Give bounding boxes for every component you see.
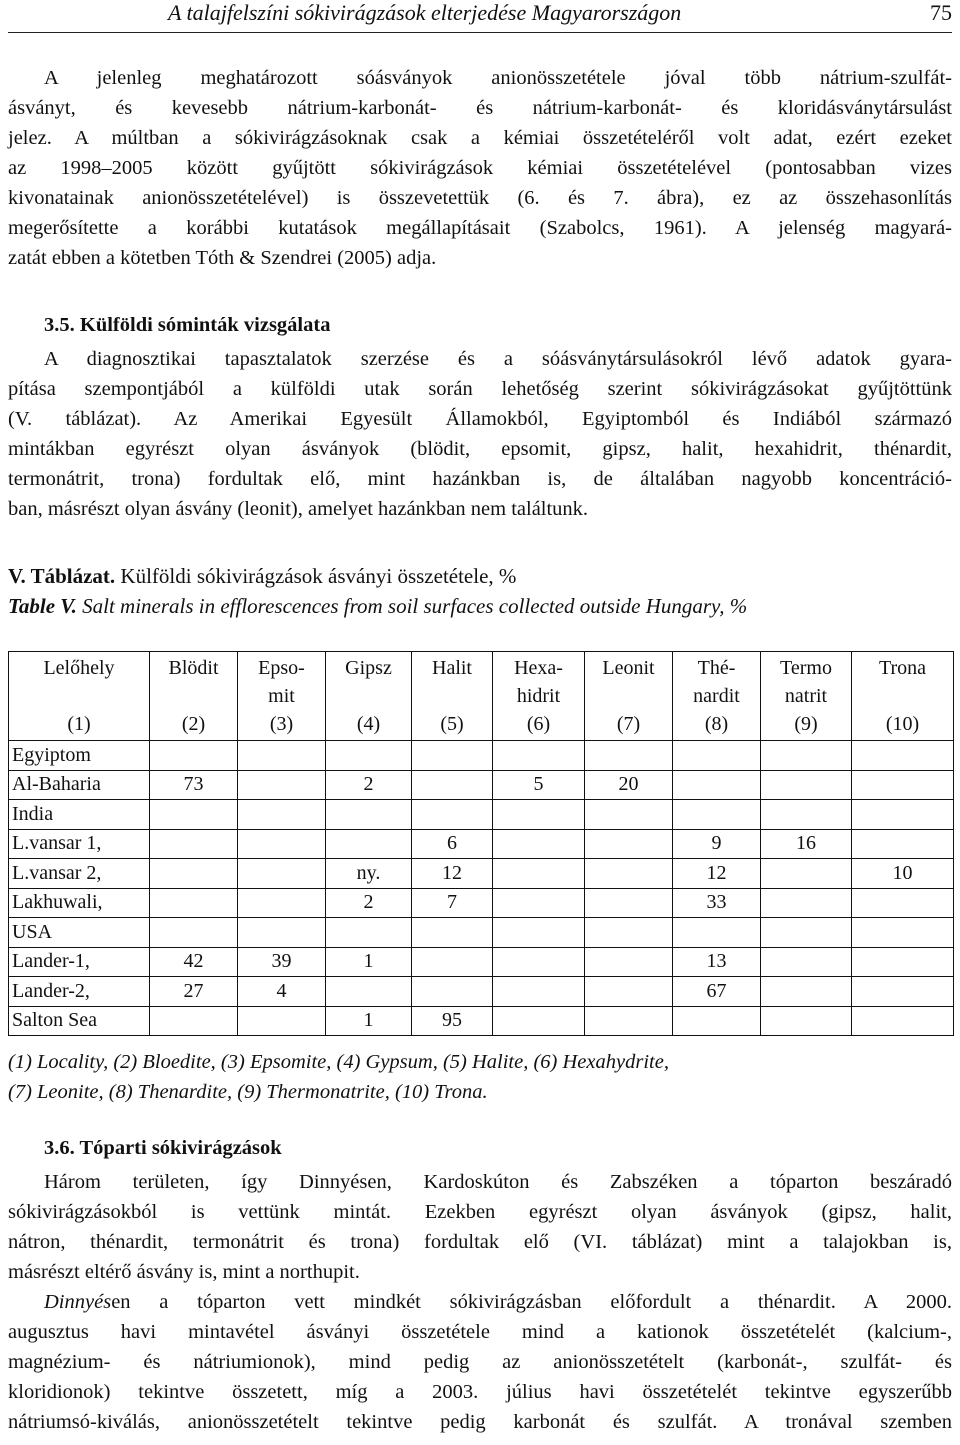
intro-paragraph <box>8 63 952 273</box>
value-cell <box>852 888 954 918</box>
location-cell: Egyiptom <box>9 741 150 771</box>
text-line: sókivirágzásokból is vettünk mintát. Ezekben egyrészt olyan ásványok (gipsz, halit, <box>8 1201 952 1223</box>
value-cell <box>412 741 493 771</box>
mineral-table <box>8 651 954 1036</box>
value-cell <box>238 741 326 771</box>
location-cell: L.vansar 2, <box>9 859 150 889</box>
value-cell: 27 <box>150 977 238 1007</box>
text-line: másrészt eltérő ásvány is, mint a northupit. <box>8 1261 360 1283</box>
value-cell <box>412 918 493 948</box>
value-cell <box>761 800 852 830</box>
value-cell <box>238 800 326 830</box>
value-cell <box>493 977 585 1007</box>
text-line: augusztus havi mintavétel ásványi összetétele mind a kationok összetételét (kalcium-, <box>8 1321 952 1343</box>
value-cell <box>493 800 585 830</box>
value-cell <box>673 770 761 800</box>
value-cell: 67 <box>673 977 761 1007</box>
value-cell <box>673 800 761 830</box>
value-cell: 4 <box>238 977 326 1007</box>
location-cell: Lander-1, <box>9 947 150 977</box>
value-cell <box>852 947 954 977</box>
text-line: mintákban egyrészt olyan ásványok (blödit, epsomit, gipsz, halit, hexahidrit, thénardit, <box>8 438 952 460</box>
value-cell <box>852 829 954 859</box>
text-line: kivonatainak anionösszetételével) is összevetettük (6. és 7. ábra), ez az összehasonlítás <box>8 187 952 209</box>
table-title-hu: Külföldi sókivirágzások ásványi összetétele, % <box>115 564 517 588</box>
table-row <box>9 977 954 1007</box>
value-cell <box>761 741 852 771</box>
value-cell: 7 <box>412 888 493 918</box>
value-cell <box>412 947 493 977</box>
column-header: Trona (10) <box>852 652 954 741</box>
text-line: ban, másrészt olyan ásvány (leonit), amelyet hazánkban nem találtunk. <box>8 498 589 520</box>
value-cell <box>150 1006 238 1036</box>
text-line: jelez. A múltban a sókivirágzásoknak csak a kémiai összetételéről volt adat, ezért ezeket <box>8 127 952 149</box>
table-label-hu: V. Táblázat. <box>8 564 116 588</box>
value-cell <box>238 829 326 859</box>
text-line: ásványt, és kevesebb nátrium-karbonát- és nátrium-karbonát- és kloridásványtársulást <box>8 97 952 119</box>
value-cell: 9 <box>673 829 761 859</box>
value-cell <box>585 741 673 771</box>
value-cell: 10 <box>852 859 954 889</box>
value-cell <box>326 741 412 771</box>
value-cell: 16 <box>761 829 852 859</box>
table-row <box>9 741 954 771</box>
page-number: 75 <box>930 0 952 25</box>
value-cell <box>585 800 673 830</box>
value-cell <box>852 741 954 771</box>
value-cell: 1 <box>326 947 412 977</box>
value-cell <box>761 859 852 889</box>
table-row <box>9 829 954 859</box>
value-cell <box>493 829 585 859</box>
text-line: pítása szempontjából a külföldi utak során lehetőség szerint sókivirágzásokat gyűjtöttünk <box>8 378 952 400</box>
column-header: Leonit (7) <box>585 652 673 741</box>
location-cell: Lakhuwali, <box>9 888 150 918</box>
value-cell <box>493 918 585 948</box>
value-cell: 2 <box>326 888 412 918</box>
value-cell <box>412 800 493 830</box>
section-3-6-paragraph <box>8 1167 952 1437</box>
table-row <box>9 859 954 889</box>
value-cell <box>761 977 852 1007</box>
value-cell <box>585 888 673 918</box>
value-cell <box>326 977 412 1007</box>
value-cell <box>585 829 673 859</box>
value-cell <box>150 888 238 918</box>
value-cell <box>761 947 852 977</box>
value-cell: ny. <box>326 859 412 889</box>
column-header: Hexa- hidrit (6) <box>493 652 585 741</box>
column-header: Halit (5) <box>412 652 493 741</box>
running-header <box>8 0 952 33</box>
table-header-row <box>9 652 954 741</box>
section-heading-3-6: 3.6. Tóparti sókivirágzások <box>44 1137 282 1159</box>
location-cell: L.vansar 1, <box>9 829 150 859</box>
legend-line: (1) Locality, (2) Bloedite, (3) Epsomite, (4) Gypsum, (5) Halite, (6) Hexahydrite, <box>8 1051 669 1073</box>
table-legend <box>8 1047 669 1107</box>
value-cell <box>238 1006 326 1036</box>
table-caption-en <box>8 591 747 621</box>
location-cell: India <box>9 800 150 830</box>
value-cell <box>585 1006 673 1036</box>
text-line: A jelenleg meghatározott sóásványok anionösszetétele jóval több nátrium-szulfát- <box>44 67 952 89</box>
value-cell <box>238 859 326 889</box>
value-cell: 95 <box>412 1006 493 1036</box>
value-cell <box>585 918 673 948</box>
value-cell <box>150 829 238 859</box>
text-line: nátriumsó-kiválás, anionösszetételt tekintve pedig karbonát és szulfát. A tronával szemben <box>8 1411 952 1433</box>
table-caption-hu <box>8 561 516 591</box>
value-cell <box>238 918 326 948</box>
value-cell <box>326 829 412 859</box>
table-row <box>9 888 954 918</box>
value-cell <box>150 918 238 948</box>
value-cell: 39 <box>238 947 326 977</box>
table-row <box>9 918 954 948</box>
value-cell: 1 <box>326 1006 412 1036</box>
value-cell <box>761 770 852 800</box>
value-cell <box>412 770 493 800</box>
value-cell: 13 <box>673 947 761 977</box>
text-line: A diagnosztikai tapasztalatok szerzése és a sóásványtársulásokról lévő adatok gyara- <box>44 348 952 370</box>
value-cell <box>326 800 412 830</box>
legend-line: (7) Leonite, (8) Thenardite, (9) Thermonatrite, (10) Trona. <box>8 1081 488 1103</box>
value-cell <box>493 1006 585 1036</box>
value-cell: 6 <box>412 829 493 859</box>
text-line: megerősítette a korábbi kutatások megállapításait (Szabolcs, 1961). A jelenség magyará- <box>8 217 952 239</box>
section-3-5-paragraph <box>8 344 952 524</box>
location-cell: Lander-2, <box>9 977 150 1007</box>
table-row <box>9 1006 954 1036</box>
section-heading-3-5: 3.5. Külföldi sóminták vizsgálata <box>44 314 331 336</box>
location-cell: Al-Baharia <box>9 770 150 800</box>
value-cell <box>150 859 238 889</box>
value-cell <box>326 918 412 948</box>
value-cell: 42 <box>150 947 238 977</box>
text-line: magnézium- és nátriumionok), mind pedig az anionösszetételt (karbonát-, szulfát- és <box>8 1351 952 1373</box>
value-cell <box>761 918 852 948</box>
table-row <box>9 947 954 977</box>
table-title-en: Salt minerals in efflorescences from soil surfaces collected outside Hungary, % <box>76 594 748 618</box>
value-cell <box>852 977 954 1007</box>
value-cell <box>673 918 761 948</box>
text-line: kloridionok) tekintve összetett, míg a 2003. július havi összetételét tekintve egyszerűbb <box>8 1381 952 1403</box>
value-cell <box>761 888 852 918</box>
value-cell <box>673 741 761 771</box>
value-cell <box>585 977 673 1007</box>
value-cell <box>150 741 238 771</box>
value-cell <box>150 800 238 830</box>
value-cell <box>585 947 673 977</box>
value-cell <box>852 800 954 830</box>
location-cell: USA <box>9 918 150 948</box>
text-line: Dinnyésen a tóparton vett mindkét sókivirágzásban előfordult a thénardit. A 2000. <box>44 1291 952 1313</box>
value-cell <box>761 1006 852 1036</box>
value-cell <box>585 859 673 889</box>
text-line: nátron, thénardit, termonátrit és trona) fordultak elő (VI. táblázat) mint a talajokban is, <box>8 1231 952 1253</box>
text-line: (V. táblázat). Az Amerikai Egyesült Államokból, Egyiptomból és Indiából származó <box>8 408 952 430</box>
column-header: Blödit (2) <box>150 652 238 741</box>
text-line: az 1998–2005 között gyűjtött sókivirágzások kémiai összetételével (pontosabban vizes <box>8 157 952 179</box>
value-cell: 2 <box>326 770 412 800</box>
column-header: Lelőhely (1) <box>9 652 150 741</box>
table-body <box>9 741 954 1036</box>
value-cell <box>412 977 493 1007</box>
column-header: Termo natrit (9) <box>761 652 852 741</box>
value-cell: 33 <box>673 888 761 918</box>
table-label-en: Table V. <box>8 594 77 618</box>
value-cell <box>238 888 326 918</box>
value-cell <box>673 1006 761 1036</box>
place-name: Dinnyés <box>44 1291 112 1313</box>
table-row <box>9 770 954 800</box>
value-cell <box>852 918 954 948</box>
text-line: termonátrit, trona) fordultak elő, mint hazánkban is, de általában nagyobb koncentráció- <box>8 468 952 490</box>
value-cell <box>493 947 585 977</box>
text-line: Három területen, így Dinnyésen, Kardoskúton és Zabszéken a tóparton beszáradó <box>44 1171 952 1193</box>
value-cell <box>238 770 326 800</box>
value-cell <box>852 1006 954 1036</box>
running-title: A talajfelszíni sókivirágzások elterjedése Magyarországon <box>168 0 682 25</box>
value-cell <box>493 741 585 771</box>
value-cell: 73 <box>150 770 238 800</box>
column-header: Epso- mit (3) <box>238 652 326 741</box>
location-cell: Salton Sea <box>9 1006 150 1036</box>
value-cell: 12 <box>673 859 761 889</box>
value-cell: 5 <box>493 770 585 800</box>
column-header: Thé- nardit (8) <box>673 652 761 741</box>
value-cell <box>852 770 954 800</box>
value-cell <box>493 888 585 918</box>
value-cell <box>493 859 585 889</box>
value-cell: 20 <box>585 770 673 800</box>
value-cell: 12 <box>412 859 493 889</box>
column-header: Gipsz (4) <box>326 652 412 741</box>
text-line: zatát ebben a kötetben Tóth & Szendrei (2005) adja. <box>8 247 437 269</box>
table-row <box>9 800 954 830</box>
